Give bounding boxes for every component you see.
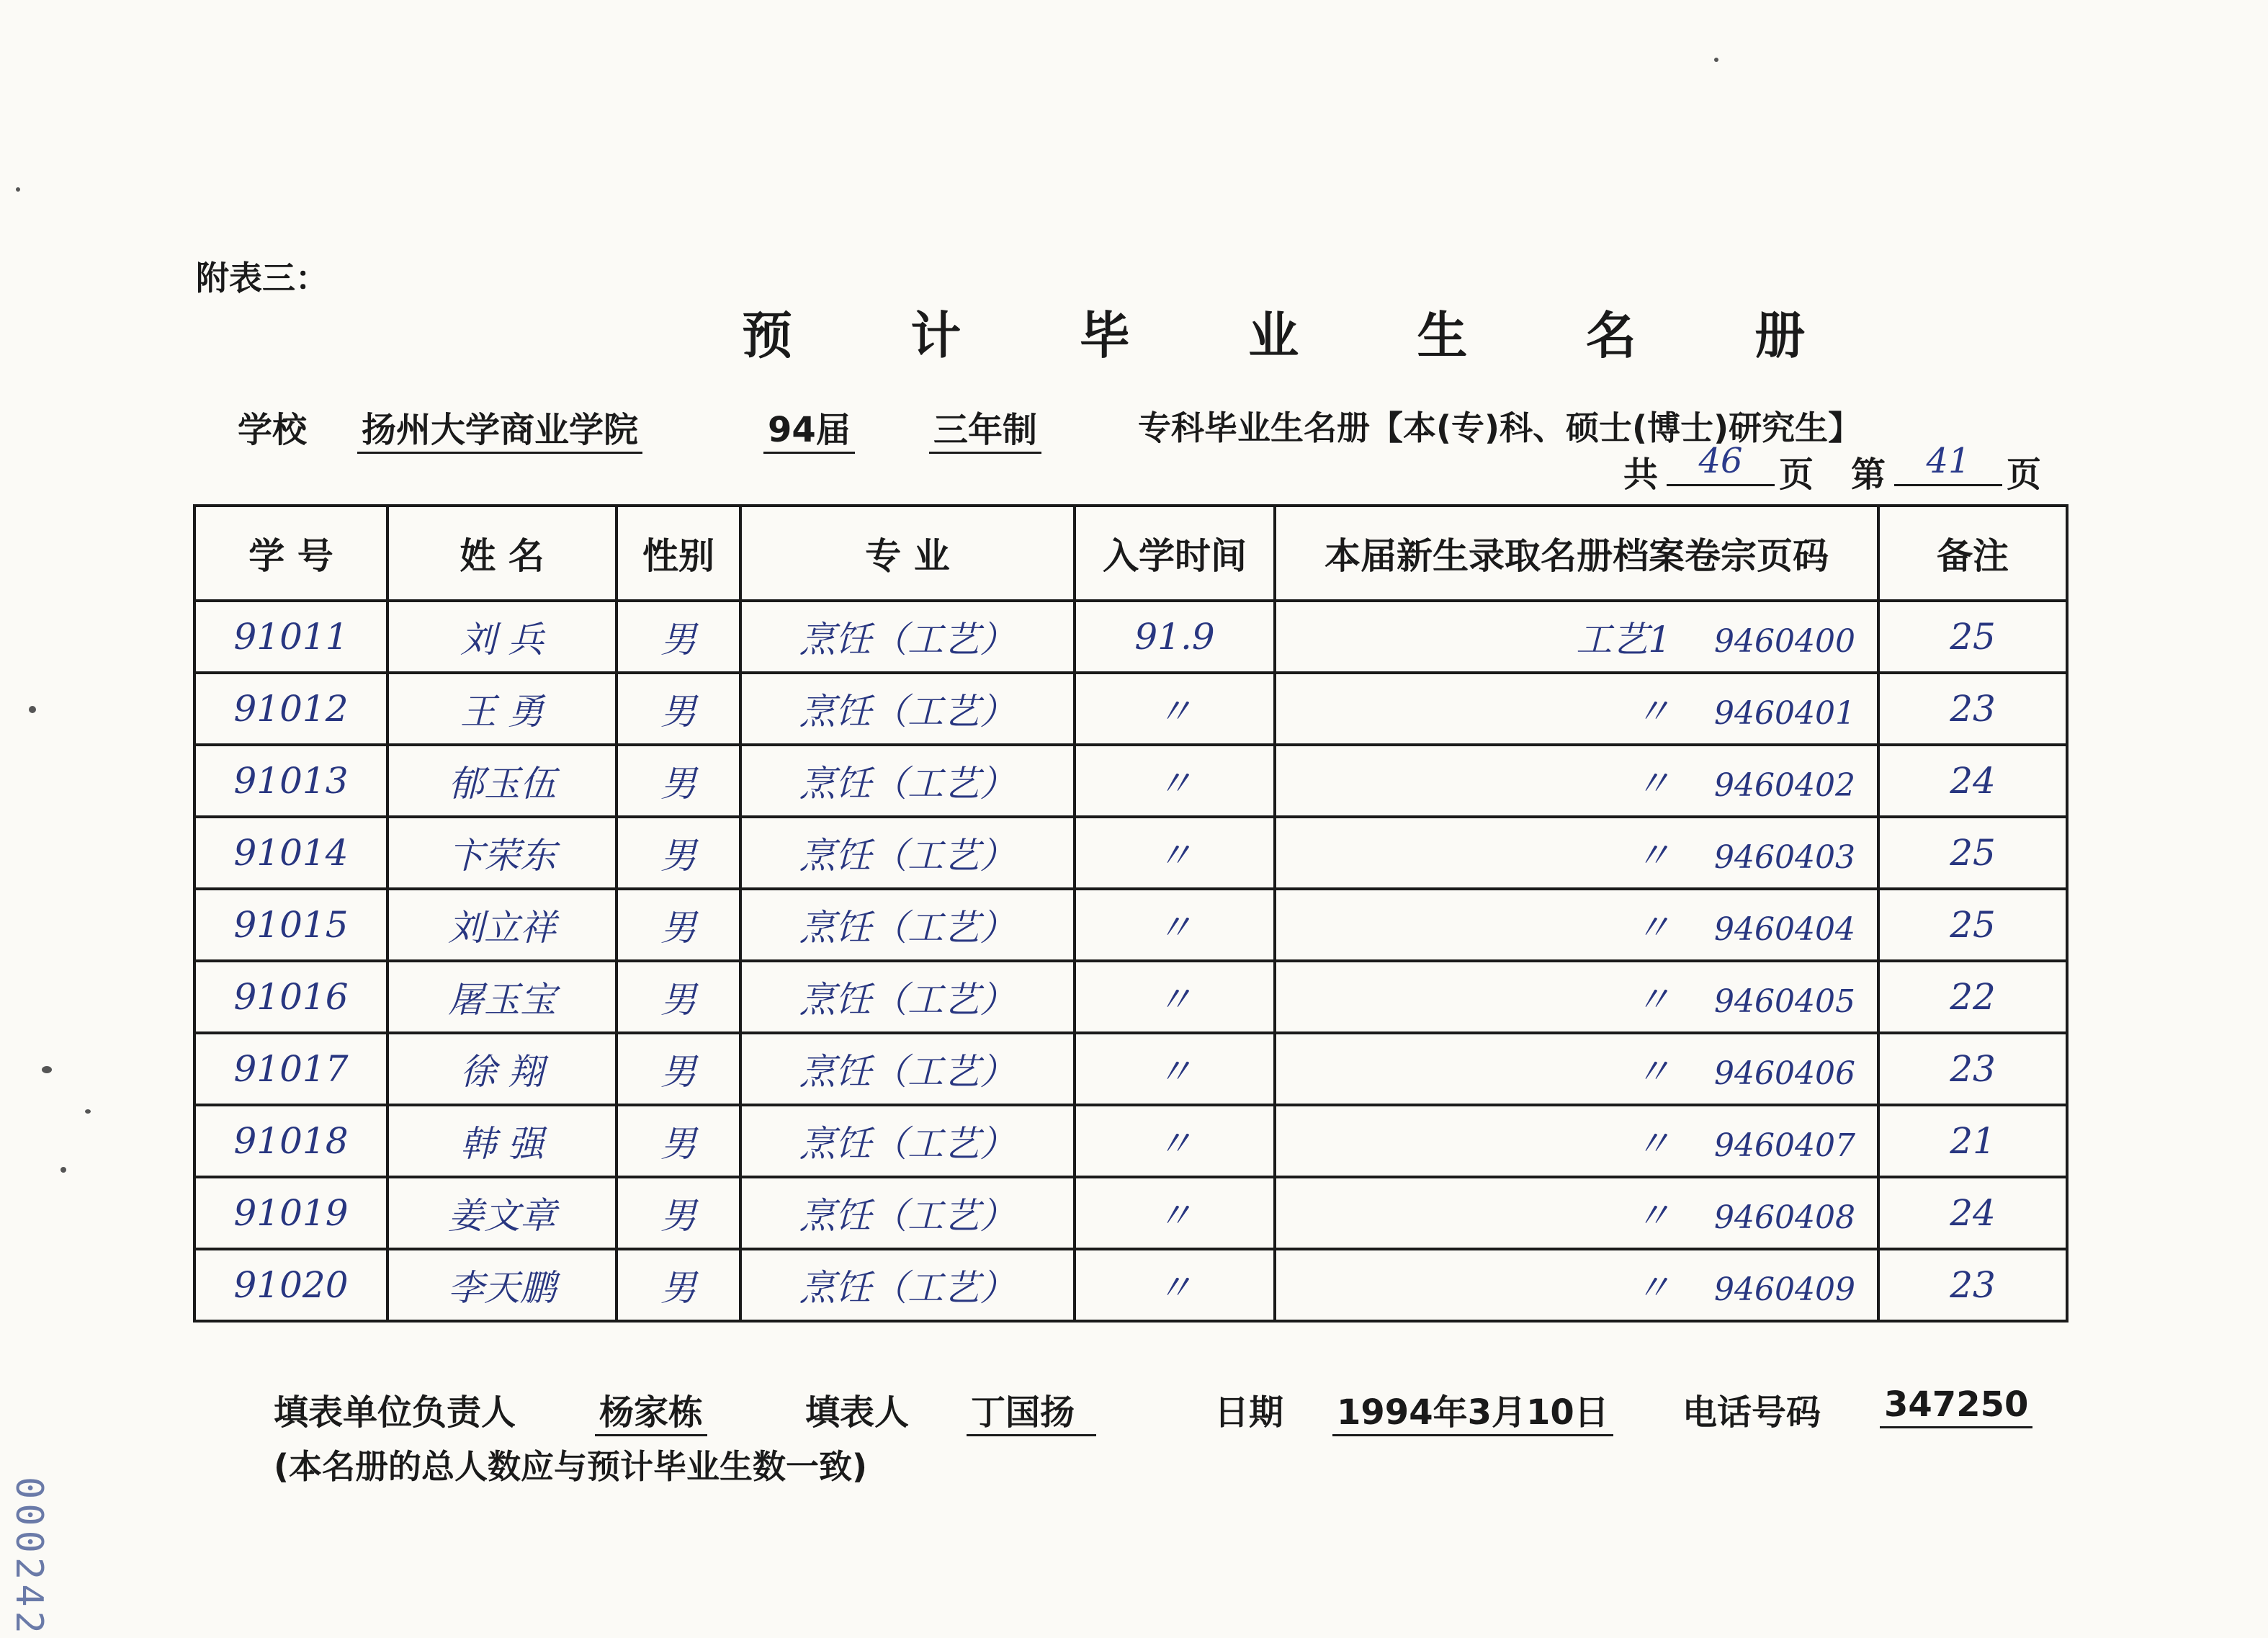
cell-note: 23 bbox=[1878, 1249, 2067, 1321]
table-row bbox=[194, 1177, 2067, 1249]
total-pages-value: 46 bbox=[1667, 441, 1775, 486]
school-name: 扬州大学商业学院 bbox=[357, 410, 642, 454]
cell-enroll: 〃 bbox=[1075, 961, 1275, 1033]
cell-archive bbox=[1275, 1249, 1878, 1321]
speck bbox=[29, 706, 36, 713]
cell-archive-code: 9460406 bbox=[1714, 1055, 1855, 1092]
cell-major: 烹饪（工艺） bbox=[740, 817, 1075, 889]
cell-archive-class: 工艺1 bbox=[1576, 619, 1672, 661]
date-value: 1994年3月10日 bbox=[1332, 1392, 1613, 1436]
col-header-id: 学 号 bbox=[194, 506, 387, 601]
cell-enroll: 〃 bbox=[1075, 817, 1275, 889]
cell-archive-class: 〃 bbox=[1635, 763, 1672, 805]
cell-name: 王 勇 bbox=[387, 673, 617, 745]
cell-major: 烹饪（工艺） bbox=[740, 1105, 1075, 1177]
cell-id: 91015 bbox=[194, 889, 387, 961]
cell-archive-code: 9460405 bbox=[1714, 983, 1855, 1020]
cell-id: 91019 bbox=[194, 1177, 387, 1249]
col-header-gender: 性别 bbox=[617, 506, 740, 601]
roster-type: 专科毕业生名册【本(专)科、硕士(博士)研究生】 bbox=[1138, 408, 1862, 447]
program-length: 三年制 bbox=[929, 410, 1041, 454]
cell-gender: 男 bbox=[617, 1249, 740, 1321]
cell-name: 姜文章 bbox=[387, 1177, 617, 1249]
cell-id: 91013 bbox=[194, 745, 387, 817]
speck bbox=[16, 187, 20, 192]
col-header-major: 专 业 bbox=[740, 506, 1075, 601]
cell-archive-class: 〃 bbox=[1635, 907, 1672, 949]
roster-table bbox=[193, 504, 2068, 1323]
cell-major: 烹饪（工艺） bbox=[740, 1249, 1075, 1321]
cell-archive bbox=[1275, 961, 1878, 1033]
cell-gender: 男 bbox=[617, 817, 740, 889]
footer-note: (本名册的总人数应与预计毕业生数一致) bbox=[274, 1447, 868, 1486]
col-header-enroll: 入学时间 bbox=[1075, 506, 1275, 601]
table-row bbox=[194, 961, 2067, 1033]
cell-name: 刘立祥 bbox=[387, 889, 617, 961]
cell-note: 25 bbox=[1878, 601, 2067, 673]
cell-id: 91012 bbox=[194, 673, 387, 745]
cell-gender: 男 bbox=[617, 1177, 740, 1249]
cell-archive-code: 9460404 bbox=[1714, 911, 1855, 948]
filler-name: 丁国扬 bbox=[967, 1392, 1096, 1436]
speck bbox=[60, 1167, 66, 1173]
filler-label: 填表人 bbox=[805, 1392, 910, 1433]
speck bbox=[1714, 58, 1718, 62]
cell-enroll: 〃 bbox=[1075, 1033, 1275, 1105]
total-pages-label: 共 bbox=[1623, 455, 1659, 495]
cell-enroll: 〃 bbox=[1075, 745, 1275, 817]
cell-major: 烹饪（工艺） bbox=[740, 961, 1075, 1033]
cell-major: 烹饪（工艺） bbox=[740, 673, 1075, 745]
cell-archive-class: 〃 bbox=[1635, 979, 1672, 1021]
cell-archive-code: 9460401 bbox=[1714, 695, 1855, 732]
cell-archive bbox=[1275, 1177, 1878, 1249]
page-unit-2: 页 bbox=[2007, 455, 2042, 495]
cell-name: 徐 翔 bbox=[387, 1033, 617, 1105]
table-row bbox=[194, 673, 2067, 745]
cell-name: 卞荣东 bbox=[387, 817, 617, 889]
cell-gender: 男 bbox=[617, 745, 740, 817]
cell-name: 郁玉伍 bbox=[387, 745, 617, 817]
cell-enroll: 91.9 bbox=[1075, 601, 1275, 673]
cell-archive-code: 9460409 bbox=[1714, 1271, 1855, 1308]
cell-gender: 男 bbox=[617, 601, 740, 673]
speck bbox=[85, 1109, 91, 1114]
cell-archive bbox=[1275, 1033, 1878, 1105]
cell-archive bbox=[1275, 745, 1878, 817]
cell-archive-class: 〃 bbox=[1635, 1123, 1672, 1165]
cell-note: 21 bbox=[1878, 1105, 2067, 1177]
cell-enroll: 〃 bbox=[1075, 1249, 1275, 1321]
cell-id: 91016 bbox=[194, 961, 387, 1033]
cell-name: 刘 兵 bbox=[387, 601, 617, 673]
cell-major: 烹饪（工艺） bbox=[740, 601, 1075, 673]
cell-gender: 男 bbox=[617, 889, 740, 961]
current-page-value: 41 bbox=[1894, 441, 2002, 486]
table-header-row bbox=[194, 506, 2067, 601]
cell-id: 91017 bbox=[194, 1033, 387, 1105]
cell-name: 韩 强 bbox=[387, 1105, 617, 1177]
cell-archive bbox=[1275, 1105, 1878, 1177]
cell-note: 24 bbox=[1878, 1177, 2067, 1249]
table-row bbox=[194, 745, 2067, 817]
cell-archive-code: 9460408 bbox=[1714, 1199, 1855, 1236]
table-row bbox=[194, 601, 2067, 673]
cell-archive-class: 〃 bbox=[1635, 1195, 1672, 1237]
cell-archive-code: 9460400 bbox=[1714, 623, 1855, 660]
unit-head-label: 填表单位负责人 bbox=[274, 1392, 516, 1433]
phone-value: 347250 bbox=[1880, 1384, 2032, 1428]
cell-note: 25 bbox=[1878, 817, 2067, 889]
appendix-label: 附表三： bbox=[196, 259, 328, 297]
cell-name: 李天鹏 bbox=[387, 1249, 617, 1321]
cell-enroll: 〃 bbox=[1075, 1177, 1275, 1249]
page-unit: 页 bbox=[1779, 455, 1814, 495]
current-page-label: 第 bbox=[1851, 455, 1886, 495]
page-title: 预 计 毕 业 生 名 册 bbox=[742, 306, 1856, 365]
cell-note: 22 bbox=[1878, 961, 2067, 1033]
cell-archive-class: 〃 bbox=[1635, 1051, 1672, 1093]
school-label: 学校 bbox=[238, 410, 308, 450]
cell-archive-class: 〃 bbox=[1635, 835, 1672, 877]
table-row bbox=[194, 1105, 2067, 1177]
col-header-archive: 本届新生录取名册档案卷宗页码 bbox=[1275, 506, 1878, 601]
cell-archive bbox=[1275, 889, 1878, 961]
cell-note: 23 bbox=[1878, 1033, 2067, 1105]
table-row bbox=[194, 889, 2067, 961]
cell-major: 烹饪（工艺） bbox=[740, 1177, 1075, 1249]
cell-enroll: 〃 bbox=[1075, 1105, 1275, 1177]
cell-gender: 男 bbox=[617, 1105, 740, 1177]
cell-note: 25 bbox=[1878, 889, 2067, 961]
table-row bbox=[194, 817, 2067, 889]
cell-id: 91014 bbox=[194, 817, 387, 889]
cell-note: 23 bbox=[1878, 673, 2067, 745]
cell-major: 烹饪（工艺） bbox=[740, 889, 1075, 961]
class-year: 94届 bbox=[763, 410, 855, 454]
archive-stamp: 000242 bbox=[7, 1477, 50, 1638]
cell-major: 烹饪（工艺） bbox=[740, 1033, 1075, 1105]
cell-archive-code: 9460407 bbox=[1714, 1127, 1855, 1164]
cell-id: 91011 bbox=[194, 601, 387, 673]
cell-archive bbox=[1275, 601, 1878, 673]
speck bbox=[42, 1066, 52, 1073]
cell-archive-code: 9460403 bbox=[1714, 839, 1855, 876]
table-row bbox=[194, 1033, 2067, 1105]
cell-enroll: 〃 bbox=[1075, 889, 1275, 961]
cell-archive-class: 〃 bbox=[1635, 1267, 1672, 1309]
cell-gender: 男 bbox=[617, 1033, 740, 1105]
date-label: 日期 bbox=[1214, 1392, 1284, 1433]
cell-archive bbox=[1275, 817, 1878, 889]
phone-label: 电话号码 bbox=[1682, 1392, 1821, 1433]
unit-head-name: 杨家栋 bbox=[595, 1392, 707, 1436]
cell-major: 烹饪（工艺） bbox=[740, 745, 1075, 817]
cell-archive-code: 9460402 bbox=[1714, 767, 1855, 804]
cell-gender: 男 bbox=[617, 961, 740, 1033]
table-row bbox=[194, 1249, 2067, 1321]
cell-archive bbox=[1275, 673, 1878, 745]
cell-note: 24 bbox=[1878, 745, 2067, 817]
col-header-note: 备注 bbox=[1878, 506, 2067, 601]
col-header-name: 姓 名 bbox=[387, 506, 617, 601]
cell-id: 91020 bbox=[194, 1249, 387, 1321]
cell-id: 91018 bbox=[194, 1105, 387, 1177]
cell-enroll: 〃 bbox=[1075, 673, 1275, 745]
cell-gender: 男 bbox=[617, 673, 740, 745]
cell-name: 屠玉宝 bbox=[387, 961, 617, 1033]
cell-archive-class: 〃 bbox=[1635, 691, 1672, 733]
